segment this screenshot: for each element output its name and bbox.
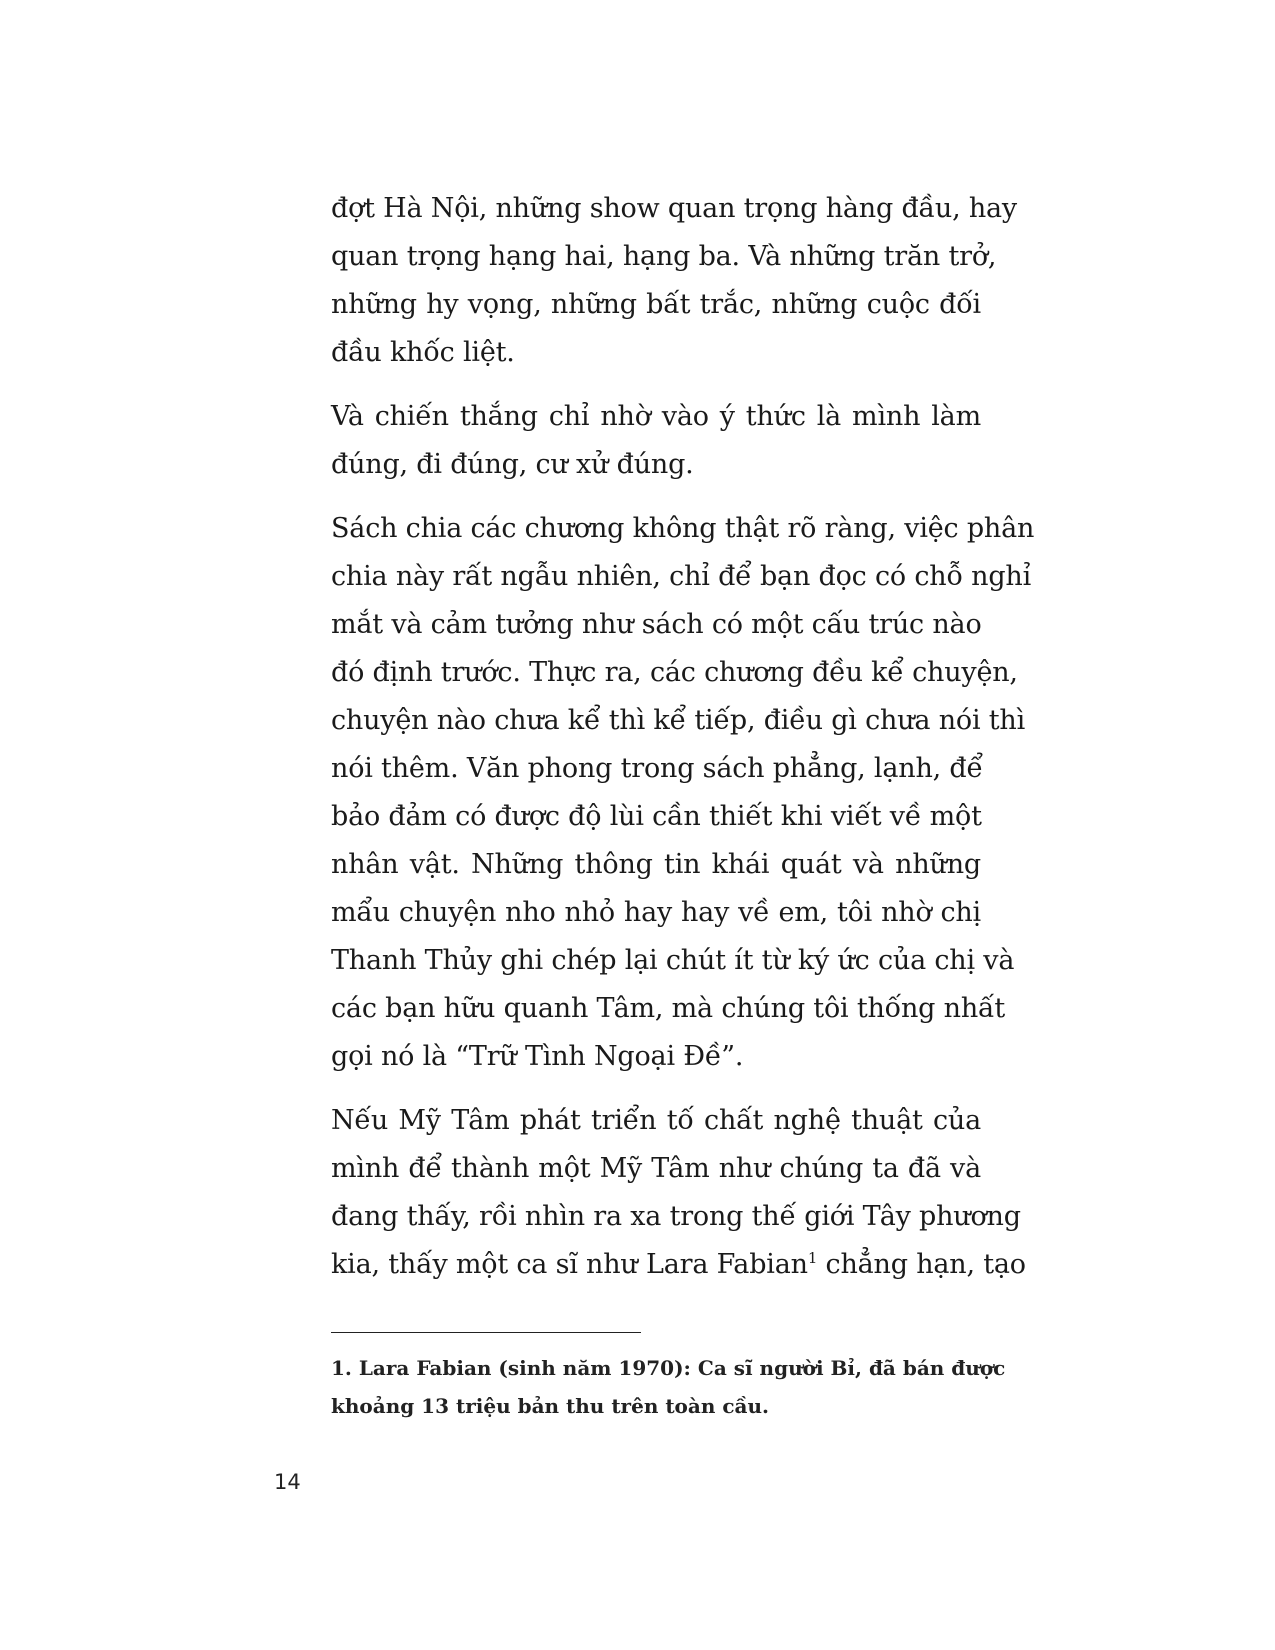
text-line: chuyện nào chưa kể thì kể tiếp, điều gì chưa nói thì [331, 705, 1026, 736]
text-line: đó định trước. Thực ra, các chương đều kể chuyện, [331, 657, 1018, 688]
text-line: quan trọng hạng hai, hạng ba. Và những trăn trở, [331, 241, 997, 272]
page-number: 14 [274, 1470, 301, 1494]
paragraph-1 [331, 185, 1017, 377]
text-line: gọi nó là “Trữ Tình Ngoại Đề”. [331, 1041, 744, 1072]
text-line: Nếu Mỹ Tâm phát triển tố chất nghệ thuật của [331, 1105, 981, 1136]
text-line: mình để thành một Mỹ Tâm như chúng ta đã và [331, 1153, 981, 1184]
paragraph-4 [331, 1097, 1026, 1289]
paragraph-2 [331, 393, 981, 489]
text-line: đầu khốc liệt. [331, 337, 515, 368]
text-line: nói thêm. Văn phong trong sách phẳng, lạnh, để [331, 753, 983, 784]
text-line: những hy vọng, những bất trắc, những cuộc đối [331, 289, 981, 320]
text-line: Thanh Thủy ghi chép lại chút ít từ ký ức của chị và [331, 945, 1015, 976]
footnote-line: khoảng 13 triệu bản thu trên toàn cầu. [331, 1394, 769, 1418]
text-line: chia này rất ngẫu nhiên, chỉ để bạn đọc có chỗ nghỉ [331, 561, 1032, 592]
text-line: bảo đảm có được độ lùi cần thiết khi viết về một [331, 801, 982, 832]
text-line: đang thấy, rồi nhìn ra xa trong thế giới Tây phương [331, 1201, 1021, 1232]
body-text [331, 185, 1035, 1305]
text-line: đúng, đi đúng, cư xử đúng. [331, 449, 694, 480]
footnote-line: 1. Lara Fabian (sinh năm 1970): Ca sĩ người Bỉ, đã bán được [331, 1356, 1006, 1380]
text-line: đợt Hà Nội, những show quan trọng hàng đầu, hay [331, 193, 1017, 224]
footnote-reference[interactable]: 1 [807, 1249, 818, 1267]
text-line: nhân vật. Những thông tin khái quát và những [331, 849, 981, 880]
footnote-divider [331, 1332, 641, 1333]
paragraph-3 [331, 505, 1035, 1081]
text-line: Và chiến thắng chỉ nhờ vào ý thức là mình làm [331, 401, 981, 432]
text-fragment: kia, thấy một ca sĩ như Lara Fabian [331, 1249, 808, 1280]
text-line: mẩu chuyện nho nhỏ hay hay về em, tôi nhờ chị [331, 897, 981, 928]
text-line: mắt và cảm tưởng như sách có một cấu trúc nào [331, 609, 982, 640]
text-line [331, 1241, 1026, 1289]
footnote [331, 1349, 1006, 1425]
text-line: các bạn hữu quanh Tâm, mà chúng tôi thống nhất [331, 993, 1006, 1024]
text-line: Sách chia các chương không thật rõ ràng, việc phân [331, 513, 1035, 544]
text-fragment: chẳng hạn, tạo [817, 1249, 1026, 1280]
